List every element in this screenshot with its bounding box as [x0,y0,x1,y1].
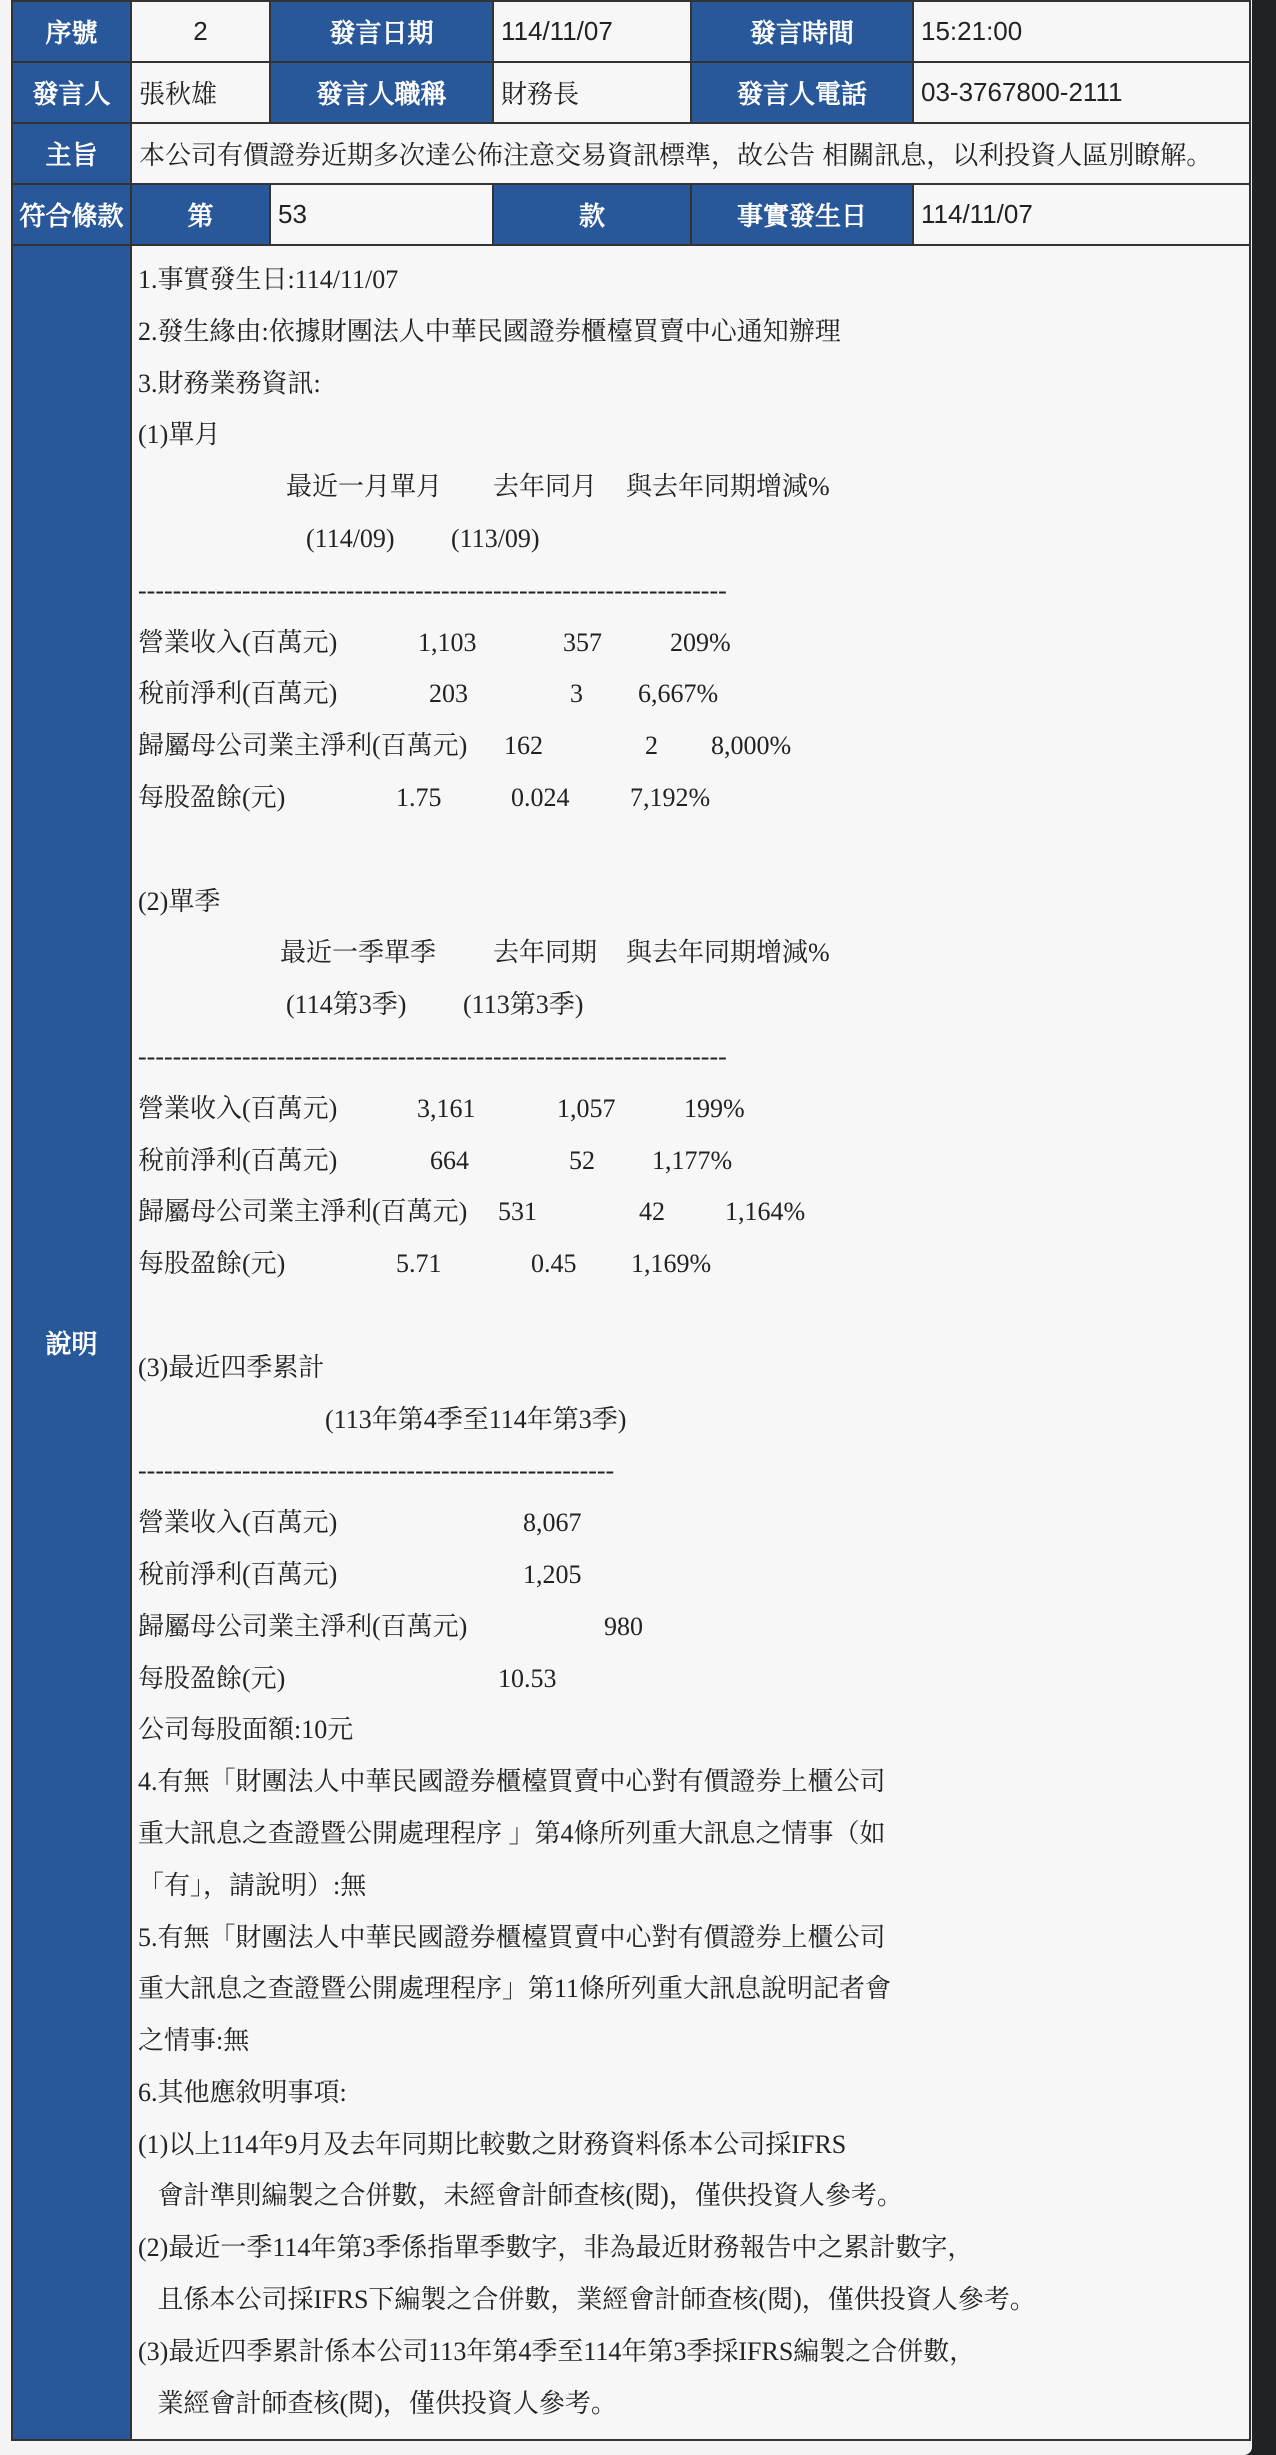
row-change: 1,164% [725,1197,806,1227]
monthly-heading: (1)單月 [138,420,221,450]
row-value: 10.53 [498,1663,557,1693]
row-description [12,245,1250,2440]
item5-line: 之情事:無 [138,2026,250,2056]
desc-line [138,2326,1249,2378]
subject-value: 本公司有價證券近期多次達公佈注意交易資訊標準，故公告 相關訊息，以利投資人區別瞭解。 [131,123,1250,184]
cumulative-subheader [138,1394,1249,1446]
description-body [138,246,1249,2439]
seq-label: 序號 [12,1,131,62]
desc-line [138,358,1249,410]
reason-line: 2.發生緣由:依據財團法人中華民國證券櫃檯買賣中心通知辦理 [138,316,841,346]
description-cell [131,245,1250,2440]
row-recent: 3,161 [417,1093,476,1123]
time-label: 發言時間 [691,1,913,62]
date-label: 發言日期 [270,1,493,62]
row-last-year: 3 [570,679,583,709]
desc-line [138,2170,1249,2222]
cumulative-sub: (113年第4季至114年第3季) [325,1404,627,1434]
speaker-title-label: 發言人職稱 [270,62,493,123]
time-value: 15:21:00 [913,1,1250,62]
cumulative-heading: (3)最近四季累計 [138,1352,325,1382]
desc-line [138,1860,1249,1912]
desc-line [138,1808,1249,1860]
row-recent: 162 [504,731,543,761]
item5-line: 5.有無「財團法人中華民國證券櫃檯買賣中心對有價證券上櫃公司 [138,1922,886,1952]
divider-text: -------------------------------------------------------------------- [138,575,727,605]
row-label: 稅前淨利(百萬元) [138,1145,338,1175]
cumulative-divider [138,1445,1249,1497]
monthly-column-subheaders [138,513,1249,565]
monthly-row [138,668,1249,720]
row-label: 營業收入(百萬元) [138,627,338,657]
row-value: 1,205 [523,1559,582,1589]
row-change: 7,192% [630,782,711,812]
monthly-sub-recent: (114/09) [306,523,395,553]
item6-line: 會計準則編製之合併數，未經會計師查核(閱)，僅供投資人參考。 [138,2181,903,2211]
quarterly-column-subheaders [138,979,1249,1031]
row-last-year: 42 [639,1197,665,1227]
desc-line [138,1963,1249,2015]
row-label: 每股盈餘(元) [138,782,286,812]
desc-line [138,2378,1249,2430]
row-label: 歸屬母公司業主淨利(百萬元) [138,1197,468,1227]
monthly-row [138,617,1249,669]
row-recent: 531 [498,1197,537,1227]
clause-label: 符合條款 [12,184,131,245]
row-value: 8,067 [523,1508,582,1538]
speaker-title-value: 財務長 [493,62,691,123]
date-value: 114/11/07 [493,1,691,62]
fact-date-line: 1.事實發生日:114/11/07 [138,265,399,294]
row-last-year: 2 [645,731,658,761]
speaker-label: 發言人 [12,62,131,123]
desc-line [138,876,1249,928]
row-label: 營業收入(百萬元) [138,1508,338,1538]
row-label: 營業收入(百萬元) [138,1093,338,1123]
item4-line: 4.有無「財團法人中華民國證券櫃檯買賣中心對有價證券上櫃公司 [138,1767,886,1797]
cumulative-row [138,1497,1249,1549]
financial-info-heading: 3.財務業務資訊: [138,368,321,398]
row-label: 稅前淨利(百萬元) [138,679,338,709]
par-value-line: 公司每股面額:10元 [138,1715,354,1745]
announcement-table [11,0,1251,2441]
speaker-phone-value: 03-3767800-2111 [913,62,1250,123]
quarterly-col-change: 與去年同期增減% [626,938,830,968]
item5-line: 重大訊息之查證暨公開處理程序」第11條所列重大訊息說明記者會 [138,1974,892,2004]
desc-line [138,2015,1249,2067]
item4-line: 重大訊息之查證暨公開處理程序 」第4條所列重大訊息之情事（如 [138,1818,886,1848]
row-last-year: 52 [569,1145,595,1175]
item6-line: 6.其他應敘明事項: [138,2077,347,2107]
monthly-column-headers [138,461,1249,513]
divider-text: -------------------------------------------------------------------- [138,1041,727,1071]
quarterly-col-recent: 最近一季單季 [280,938,437,968]
row-last-year: 357 [563,627,602,657]
row-value: 980 [604,1611,643,1641]
row-clause [12,184,1250,245]
item6-line: (3)最近四季累計係本公司113年第4季至114年第3季採IFRS編製之合併數， [138,2336,976,2366]
fact-date-value: 114/11/07 [913,184,1250,245]
desc-line [138,306,1249,358]
article-label: 第 [131,184,270,245]
quarterly-col-last-year: 去年同期 [493,938,598,968]
quarterly-row [138,1135,1249,1187]
row-change: 6,667% [638,679,719,709]
quarterly-divider [138,1031,1249,1083]
row-subject [12,123,1250,184]
row-recent: 5.71 [396,1249,442,1279]
item6-line: (2)最近一季114年第3季係指單季數字，非為最近財務報告中之累計數字， [138,2233,974,2263]
row-recent: 1.75 [396,782,442,812]
speaker-phone-label: 發言人電話 [691,62,913,123]
item4-line: 「有」，請說明）:無 [138,1870,367,1900]
cumulative-row [138,1653,1249,1705]
quarterly-row [138,1238,1249,1290]
row-last-year: 0.024 [511,782,570,812]
speaker-value: 張秋雄 [131,62,270,123]
monthly-col-last-year: 去年同月 [493,472,598,502]
row-recent: 664 [430,1145,469,1175]
monthly-row [138,720,1249,772]
quarterly-sub-recent: (114第3季) [286,990,407,1020]
desc-line [138,1342,1249,1394]
blank-line [138,1290,1249,1342]
row-last-year: 1,057 [557,1093,616,1123]
divider-text: ------------------------------------------------------- [138,1456,615,1486]
monthly-col-change: 與去年同期增減% [626,472,830,502]
quarterly-heading: (2)單季 [138,886,221,916]
row-change: 1,169% [631,1249,712,1279]
subject-label: 主旨 [12,123,131,184]
quarterly-row [138,1186,1249,1238]
description-label: 說明 [12,245,131,2440]
row-label: 歸屬母公司業主淨利(百萬元) [138,1611,468,1641]
row-change: 1,177% [652,1145,733,1175]
quarterly-sub-last-year: (113第3季) [463,990,584,1020]
row-speaker [12,62,1250,123]
row-recent: 203 [429,679,468,709]
item6-line: 且係本公司採IFRS下編製之合併數，業經會計師查核(閱)，僅供投資人參考。 [138,2285,1036,2315]
item6-line: 業經會計師查核(閱)，僅供投資人參考。 [138,2388,617,2418]
item6-line: (1)以上114年9月及去年同期比較數之財務資料係本公司採IFRS [138,2129,847,2159]
seq-value: 2 [131,1,270,62]
desc-line [138,1756,1249,1808]
desc-line [138,2119,1249,2171]
row-label: 每股盈餘(元) [138,1249,286,1279]
desc-line [138,2067,1249,2119]
row-change: 8,000% [711,731,792,761]
row-seq-date-time [12,1,1250,62]
fact-date-label: 事實發生日 [691,184,913,245]
monthly-row [138,772,1249,824]
cumulative-row [138,1549,1249,1601]
desc-line [138,409,1249,461]
desc-line [138,2274,1249,2326]
desc-line [138,254,1249,306]
paragraph-label: 款 [493,184,691,245]
quarterly-column-headers [138,927,1249,979]
cumulative-row [138,1601,1249,1653]
row-change: 199% [684,1093,745,1123]
monthly-sub-last-year: (113/09) [451,523,540,553]
desc-line [138,1912,1249,1964]
article-value: 53 [270,184,493,245]
row-label: 稅前淨利(百萬元) [138,1559,338,1589]
row-last-year: 0.45 [531,1249,577,1279]
blank-line [138,824,1249,876]
quarterly-row [138,1083,1249,1135]
row-recent: 1,103 [418,627,477,657]
monthly-divider [138,565,1249,617]
desc-line [138,1704,1249,1756]
row-change: 209% [670,627,731,657]
desc-line [138,2222,1249,2274]
row-label: 歸屬母公司業主淨利(百萬元) [138,731,468,761]
monthly-col-recent: 最近一月單月 [286,472,443,502]
row-label: 每股盈餘(元) [138,1663,286,1693]
